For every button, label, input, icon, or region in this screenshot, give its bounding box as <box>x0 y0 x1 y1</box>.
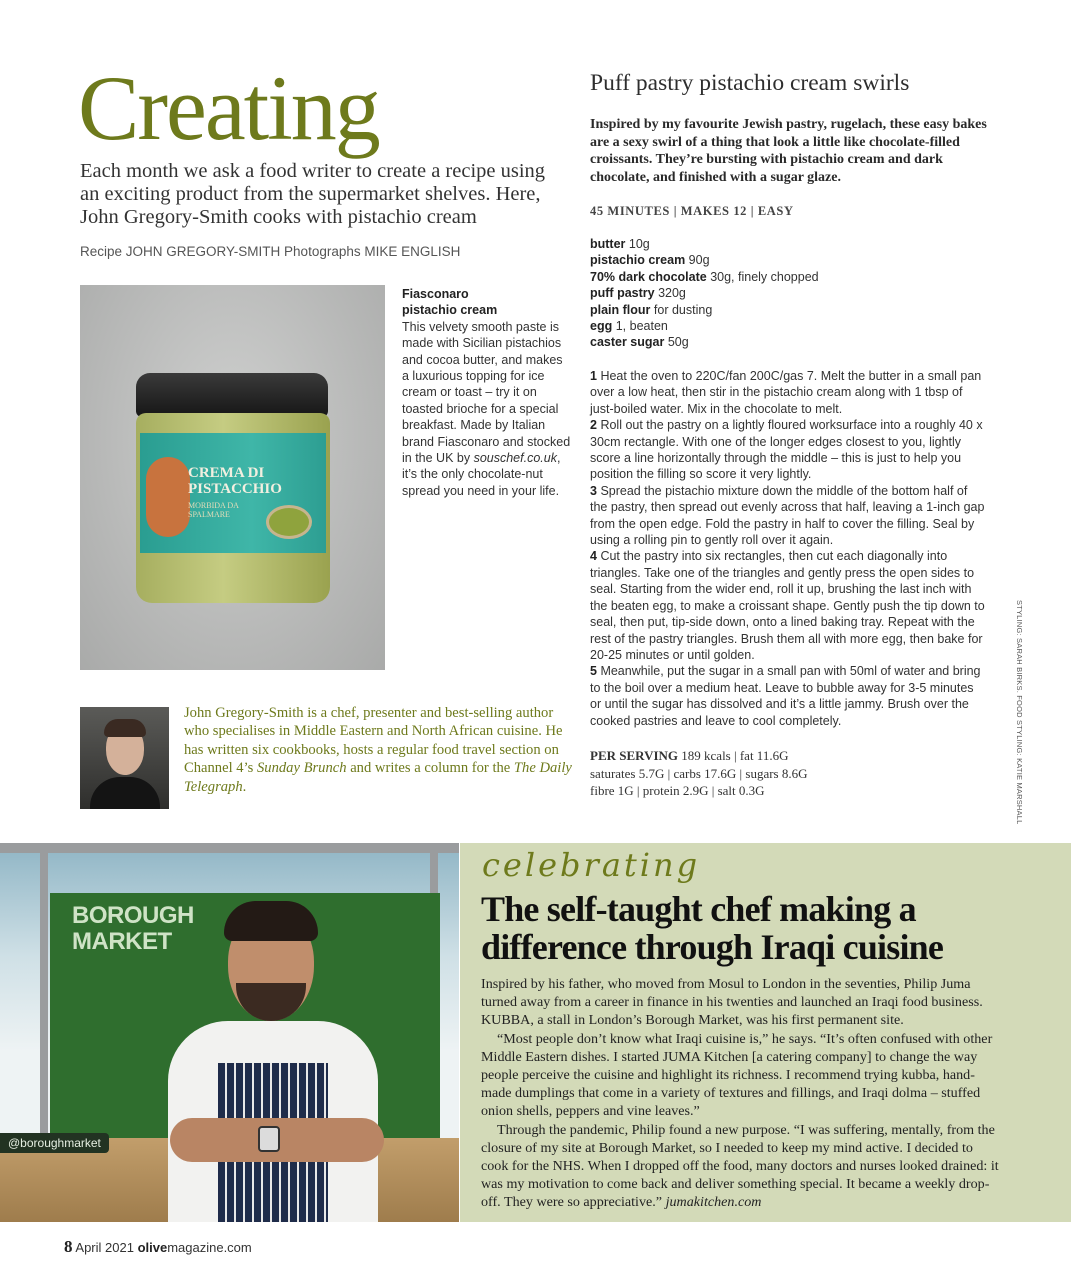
ingredient: plain flour for dusting <box>590 302 713 317</box>
jar-sub-text: MORBIDA DA SPALMARE <box>188 501 239 519</box>
feature-headline: The self-taught chef making a difference through Iraqi cuisine <box>481 889 944 967</box>
page-footer <box>64 1237 252 1257</box>
issue-date: April 2021 <box>75 1240 134 1255</box>
brand-site: magazine.com <box>167 1240 252 1255</box>
method-step: 1 Heat the oven to 220C/fan 200C/gas 7. Melt the butter in a small pan over a low heat, then stir in the pistachio cream along with 1 tbsp of just-boiled water. Mix in the chocolate to melt. <box>590 369 982 416</box>
market-sign: BOROUGH MARKET <box>72 902 194 955</box>
feature-link[interactable]: jumakitchen.com <box>665 1194 762 1211</box>
product-name-line2: pistachio cream <box>402 303 498 318</box>
method-step: 4 Cut the pastry into six rectangles, then cut each diagonally into triangles. Take one of the triangles and gently press the open sides to seal. Starting from the wider end, roll it up, brushing the last inch with the beaten egg, to make a croissant shape. Gently push the tip down to seal, then put, tip-side down, onto a lined baking tray. Repeat with the rest of the pastry triangles. Brush them all with more egg, then bake for 20-25 minutes or until golden. <box>590 549 985 662</box>
nutrition-line: fibre 1G | protein 2.9G | salt 0.3G <box>590 783 765 798</box>
author-bio-end: . <box>242 778 247 795</box>
jar-label-text: CREMA DI PISTACCHIO <box>188 465 282 497</box>
author-bio-text: John Gregory-Smith is a chef, presenter and best-selling author who specialises in Middle Eastern and North African cuisine. He has written six cookbooks, hosts a regular food travel section on Channel 4’s <box>184 705 563 777</box>
method-step: 5 Meanwhile, put the sugar in a small pan with 50ml of water and bring to the boil over a medium heat. Leave to bubble away for 3-5 minutes or until the sugar has dissolved and it’s a little jammy. Brush over the cooked pastries and leave to cool completely. <box>590 664 981 728</box>
frame-post <box>40 843 48 1143</box>
feature-kicker: celebrating <box>482 846 701 884</box>
ingredient: egg 1, beaten <box>590 319 668 334</box>
recipe-meta: 45 MINUTES | MAKES 12 | EASY <box>590 204 794 218</box>
feature-paragraph: Inspired by his father, who moved from Mosul to London in the seventies, Philip Juma turned away from a career in finance in his twenties and launched an Iraqi food business. KUBBA, a stall in London’s Borough Market, was his first permanent site. <box>481 976 983 1029</box>
pistachio-icon <box>266 505 312 539</box>
product-link[interactable]: souschef.co.uk <box>473 451 557 466</box>
ingredient: caster sugar 50g <box>590 335 689 350</box>
nutrition-line: saturates 5.7G | carbs 17.6G | sugars 8.6G <box>590 765 808 781</box>
watch-icon <box>258 1126 280 1152</box>
author-photo <box>80 707 169 809</box>
ingredient: puff pastry 320g <box>590 286 686 301</box>
product-name-line1: Fiasconaro <box>402 287 469 301</box>
nutrition-line: 189 kcals | fat 11.6G <box>681 748 789 763</box>
method-step: 2 Roll out the pastry on a lightly floured worksurface into a roughly 40 x 30cm rectangle. With one of the longer edges closest to you, lightly score a line horizontally through the middle – this is just to help you position the filling so score it very lightly. <box>590 418 983 482</box>
ingredient: 70% dark chocolate 30g, finely chopped <box>590 269 819 284</box>
ingredient: butter 10g <box>590 237 650 251</box>
nutrition-label: PER SERVING <box>590 748 679 763</box>
chef-hair <box>224 901 318 941</box>
author-hair <box>104 719 146 737</box>
frame-bar <box>0 843 459 853</box>
nutrition-info <box>590 747 990 800</box>
page-number: 8 <box>64 1237 73 1256</box>
feature-paragraph: Through the pandemic, Philip found a new purpose. “I was suffering, mentally, from the closure of my site at Borough Market, so I needed to keep my mind active. I decided to cook for the NHS. When I dropped off the food, many doctors and nurses looked drained: it was my motivation to come back and deliver something special. It became a weekly drop-off. They were so appreciative.” jumakitchen.com <box>481 1121 999 1211</box>
newspaper-name: The Daily Telegraph <box>184 760 572 795</box>
show-name: Sunday Brunch <box>256 760 347 777</box>
recipe-standfirst: Inspired by my favourite Jewish pastry, rugelach, these easy bakes are a sexy swirl of a thing that look a little like chocolate-filled croissants. They’re bursting with pistachio cream and dark chocolate, and finished with a sugar glaze. <box>590 117 987 185</box>
jar-medal <box>146 457 190 537</box>
product-description <box>402 286 572 499</box>
brand-name: olive <box>137 1240 168 1255</box>
feature-paragraph: “Most people don’t know what Iraqi cuisine is,” he says. “It’s often confused with other Middle Eastern dishes. I started JUMA Kitchen [a catering company] to change the way people perceive the cuisine and highlight its richness. I recommend trying kubba, hand-made dumplings that come in a variety of textures and fillings, and Iraqi dolma – stuffed onion shells, peppers and vine leaves.” <box>481 1030 993 1120</box>
intro-text: Each month we ask a food writer to create a recipe using an exciting product from the supermarket shelves. Here, John Gregory-Smith cooks with pistachio cream <box>80 160 546 228</box>
method-step: 3 Spread the pistachio mixture down the middle of the bottom half of the pastry, then spread out evenly across that half, leaving a 1-inch gap from the open edge. Fold the pastry in half to cover the filling. Seal by using a rolling pin to gently roll over it again. <box>590 483 985 548</box>
page-title: Creating <box>78 57 379 159</box>
styling-credit: STYLING: SARAH BIRKS. FOOD STYLING: KATIE MARSHALL <box>1015 600 1024 825</box>
product-desc-end: , it’s the only chocolate-nut spread you need in your life. <box>402 451 561 498</box>
recipe-title: Puff pastry pistachio cream swirls <box>590 70 910 96</box>
feature-body <box>481 975 1001 1212</box>
author-bio <box>184 704 574 796</box>
market-handle: @boroughmarket <box>0 1133 109 1153</box>
product-desc: This velvety smooth paste is made with Sicilian pistachios and cocoa butter, and makes a luxurious topping for ice cream or toast – try it on toasted brioche for a special breakfast. Made by Italian brand Fiasconaro and stocked in the UK by <box>402 319 571 466</box>
jar-lid <box>136 373 328 417</box>
feature-photo <box>0 843 459 1222</box>
author-shirt <box>90 777 160 809</box>
ingredients-list <box>590 236 990 351</box>
ingredient: pistachio cream 90g <box>590 253 710 268</box>
author-bio-mid: and writes a column for the <box>346 760 514 777</box>
product-photo <box>80 285 385 670</box>
method-steps <box>590 368 986 729</box>
credits: Recipe JOHN GREGORY-SMITH Photographs MIKE ENGLISH <box>80 244 461 259</box>
